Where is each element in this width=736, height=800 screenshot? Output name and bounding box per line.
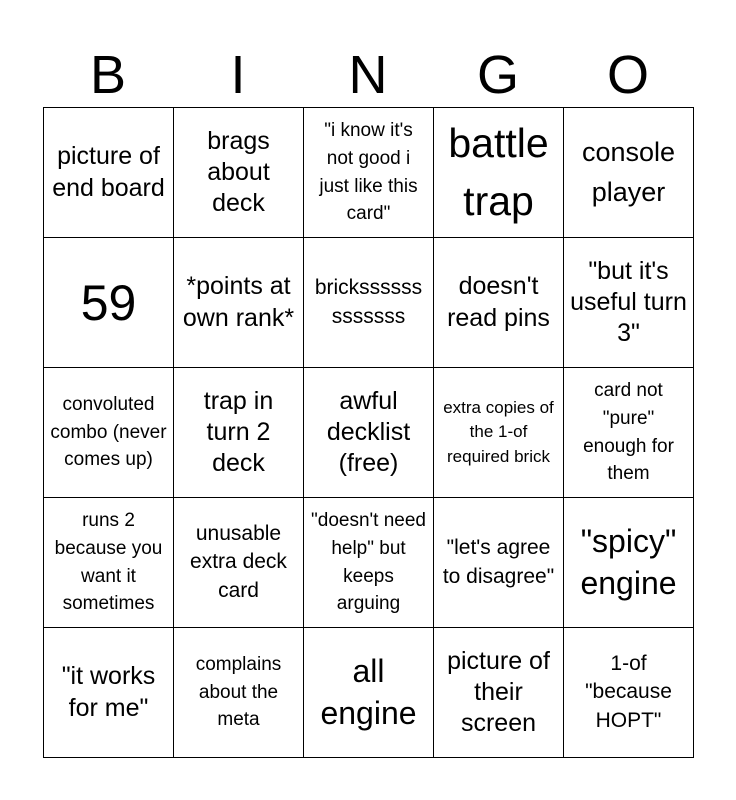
bingo-cell[interactable]: awful decklist (free) bbox=[304, 368, 434, 498]
header-letter-o: O bbox=[606, 45, 649, 105]
bingo-cell[interactable]: all engine bbox=[304, 628, 434, 758]
bingo-cell[interactable]: convoluted combo (never comes up) bbox=[44, 368, 174, 498]
bingo-cell[interactable]: unusable extra deck card bbox=[174, 498, 304, 628]
bingo-cell[interactable]: 59 bbox=[44, 238, 174, 368]
bingo-cell[interactable]: "but it's useful turn 3" bbox=[564, 238, 694, 368]
bingo-cell[interactable]: battle trap bbox=[434, 108, 564, 238]
header-letter-n: N bbox=[348, 45, 388, 105]
bingo-cell[interactable]: 1-of "because HOPT" bbox=[564, 628, 694, 758]
bingo-cell[interactable]: bricksssssssssssss bbox=[304, 238, 434, 368]
bingo-cell[interactable]: doesn't read pins bbox=[434, 238, 564, 368]
bingo-cell[interactable]: console player bbox=[564, 108, 694, 238]
bingo-cell[interactable]: brags about deck bbox=[174, 108, 304, 238]
bingo-cell[interactable]: "it works for me" bbox=[44, 628, 174, 758]
header-letter-g: G bbox=[476, 45, 519, 105]
bingo-cell[interactable]: "doesn't need help" but keeps arguing bbox=[304, 498, 434, 628]
header-letter-b: B bbox=[89, 45, 127, 105]
bingo-cell[interactable]: extra copies of the 1-of required brick bbox=[434, 368, 564, 498]
bingo-cell[interactable]: picture of their screen bbox=[434, 628, 564, 758]
bingo-cell[interactable]: runs 2 because you want it sometimes bbox=[44, 498, 174, 628]
bingo-cell[interactable]: picture of end board bbox=[44, 108, 174, 238]
bingo-cell[interactable]: *points at own rank* bbox=[174, 238, 304, 368]
bingo-cell[interactable]: complains about the meta bbox=[174, 628, 304, 758]
header-letter-i: I bbox=[230, 45, 246, 105]
bingo-cell[interactable]: "spicy" engine bbox=[564, 498, 694, 628]
bingo-header bbox=[43, 44, 693, 106]
bingo-cell[interactable]: "i know it's not good i just like this card" bbox=[304, 108, 434, 238]
bingo-grid bbox=[43, 107, 694, 758]
bingo-cell[interactable]: card not "pure" enough for them bbox=[564, 368, 694, 498]
bingo-cell[interactable]: trap in turn 2 deck bbox=[174, 368, 304, 498]
bingo-cell[interactable]: "let's agree to disagree" bbox=[434, 498, 564, 628]
